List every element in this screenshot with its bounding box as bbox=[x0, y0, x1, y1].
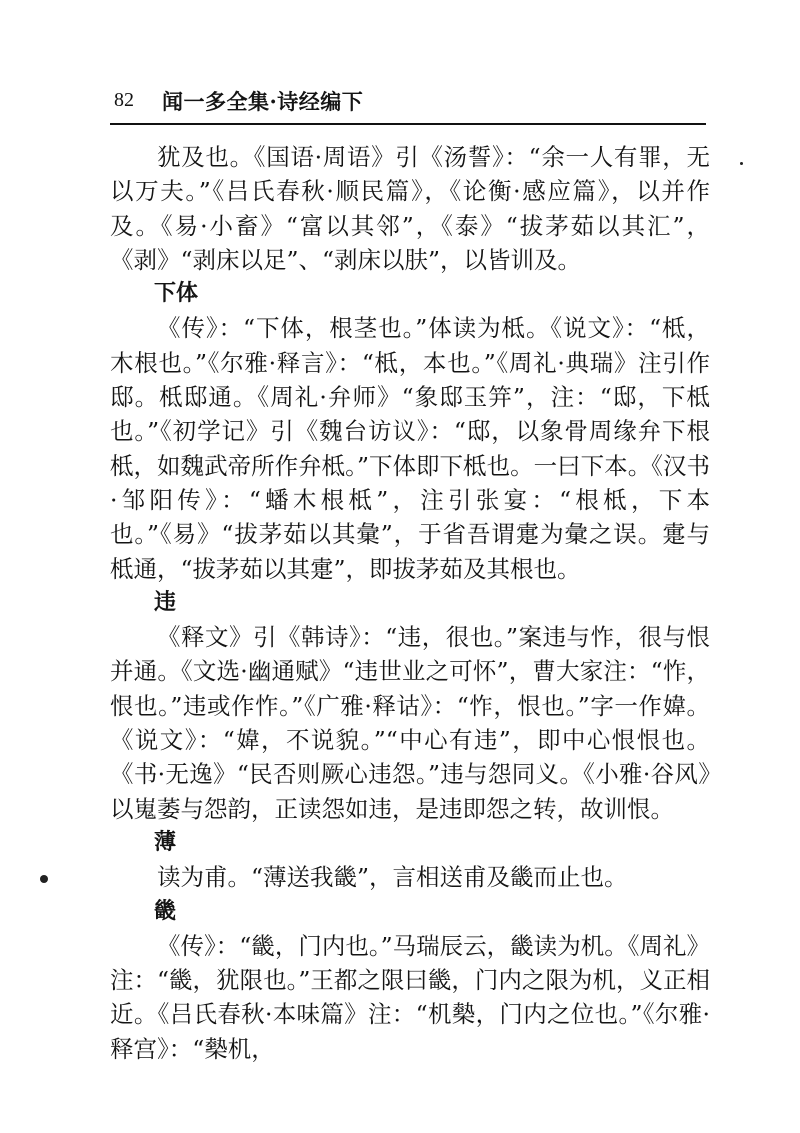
paragraph-1: 犹及也。《国语·周语》引《汤誓》：“余一人有罪，无以万夫。”《吕氏春秋·顺民篇》，《论衡·感应篇》，以并作及。《易·小畜》“富以其邻”，《泰》“拔茅茹以其汇”，《剥》“剥床以足”、“剥床以肤”，以皆训及。 bbox=[110, 143, 710, 274]
section-heading-bo: 薄 bbox=[154, 829, 177, 855]
paragraph-3: 《释文》引《韩诗》：“违，很也。”案违与怍，很与恨并通。《文选·幽通赋》“违世业之可怀”，曹大家注：“怍，恨也。”违或作怍。”《广雅·释诂》：“怍，恨也。”字一作媁。《说文》：“媁，不说貌。”“中心有违”，即中心恨恨也。《书·无逸》“民否则厥心违怨。”违与怨同义。《小雅·谷风》以嵬萎与怨韵，正读怨如违，是违即怨之转，故训恨。 bbox=[110, 623, 710, 823]
running-title: 闻一多全集·诗经编下 bbox=[162, 89, 364, 114]
section-heading-wei: 违 bbox=[154, 589, 177, 615]
page-number: 82 bbox=[114, 89, 134, 111]
page-body bbox=[110, 140, 710, 1066]
header-rule bbox=[110, 123, 706, 125]
section-heading-xiati: 下体 bbox=[154, 281, 199, 307]
paragraph-4: 读为甫。“薄送我畿”，言相送甫及畿而止也。 bbox=[157, 863, 628, 892]
scan-speck bbox=[740, 162, 743, 165]
paragraph-5: 《传》：“畿，门内也。”马瑞辰云，畿读为机。《周礼》注：“畿，犹限也。”王都之限曰畿，门内之限为机，义正相近。《吕氏春秋·本味篇》注：“机槷，门内之位也。”《尔雅·释宫》：“槷机， bbox=[110, 931, 710, 1063]
scan-speck bbox=[40, 875, 48, 883]
section-heading-ji: 畿 bbox=[154, 898, 177, 924]
paragraph-2: 《传》：“下体，根茎也。”体读为柢。《说文》：“柢，木根也。”《尔雅·释言》：“柢，本也。”《周礼·典瑞》注引作邸。柢邸通。《周礼·弁师》“象邸玉笄”，注：“邸，下柢也。”《初学记》引《魏台访议》：“邸，以象骨周缘弁下根柢，如魏武帝所作弁柢。”下体即下柢也。一曰下本。《汉书·邹阳传》：“蟠木根柢”，注引张宴：“根柢，下本也。”《易》“拔茅茹以其彙”，于省吾谓疐为彙之误。疐与柢通，“拔茅茹以其疐”，即拔茅茹及其根也。 bbox=[110, 314, 710, 583]
running-header bbox=[114, 86, 724, 120]
